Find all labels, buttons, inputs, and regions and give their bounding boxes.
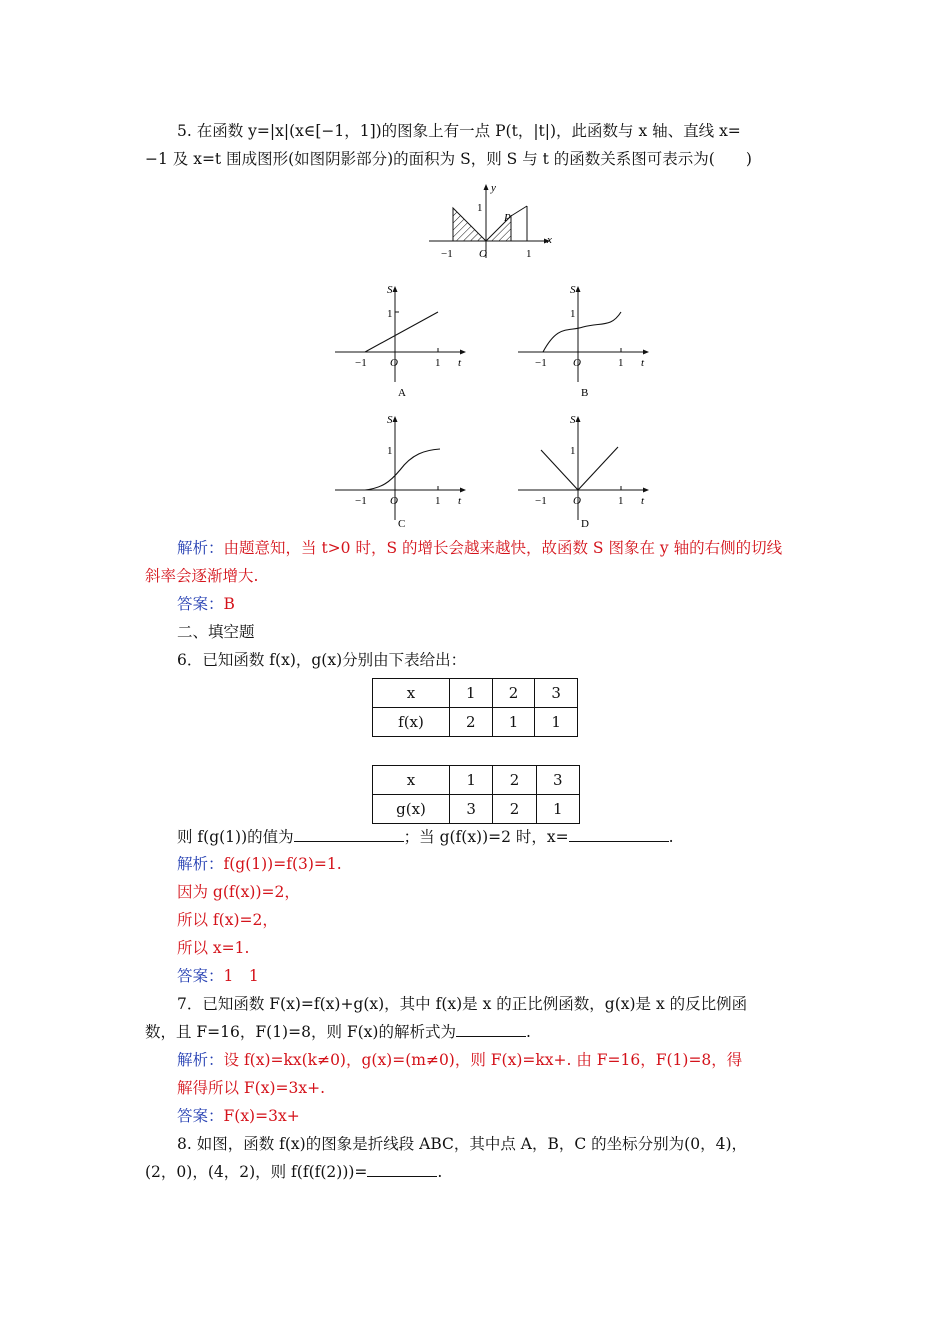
q5-analysis: 解析：由题意知，当 t>0 时，S 的增长会越来越快，故函数 S 图象在 y 轴的右侧的切线 xyxy=(177,539,783,557)
svg-text:−1: −1 xyxy=(535,495,547,507)
option-d-label: D xyxy=(581,518,589,530)
option-b-label: B xyxy=(581,387,589,399)
svg-text:O: O xyxy=(390,357,398,369)
svg-text:S: S xyxy=(570,284,576,296)
svg-text:S: S xyxy=(387,414,393,426)
svg-text:t: t xyxy=(641,495,645,507)
option-c-label: C xyxy=(398,518,406,530)
answer-blank[interactable] xyxy=(367,1162,437,1177)
svg-text:O: O xyxy=(573,357,581,369)
q5-analysis-cont: 斜率会逐渐增大. xyxy=(145,567,259,585)
svg-text:1: 1 xyxy=(435,357,441,369)
svg-text:1: 1 xyxy=(387,445,393,457)
q5-figure xyxy=(425,180,565,265)
svg-text:−1: −1 xyxy=(355,495,367,507)
answer-blank[interactable] xyxy=(294,827,404,842)
svg-text:1: 1 xyxy=(435,495,441,507)
svg-text:−1: −1 xyxy=(355,357,367,369)
svg-text:O: O xyxy=(390,495,398,507)
q6-ask: 则 f(g(1))的值为 ；当 g(f(x))=2 时，x= . xyxy=(177,828,674,846)
answer-blank[interactable] xyxy=(456,1022,526,1037)
svg-text:t: t xyxy=(458,357,462,369)
fig-one-y: 1 xyxy=(477,202,483,214)
fig-p-label: P xyxy=(504,212,511,224)
q5-answer: 答案：B xyxy=(177,595,235,613)
q5-option-graphs xyxy=(330,282,670,532)
graph-b xyxy=(518,284,649,399)
q6-answer: 答案：1 1 xyxy=(177,967,259,985)
table-f: x 1 2 3 f(x) 2 1 1 xyxy=(372,678,578,737)
svg-text:1: 1 xyxy=(387,308,393,320)
q7-answer: 答案：F(x)=3x+ xyxy=(177,1107,300,1125)
q6-stem: 6．已知函数 f(x)，g(x)分别由下表给出： xyxy=(177,651,467,669)
q8-line1: 8. 如图，函数 f(x)的图象是折线段 ABC，其中点 A，B，C 的坐标分别为(0，4)， xyxy=(177,1135,747,1153)
graph-c xyxy=(335,414,466,530)
q6-analysis-4: 所以 x=1. xyxy=(177,939,250,957)
q6-analysis-3: 所以 f(x)=2， xyxy=(177,911,278,929)
fig-origin: O xyxy=(479,248,487,260)
graph-a xyxy=(335,284,466,399)
svg-text:t: t xyxy=(641,357,645,369)
answer-blank[interactable] xyxy=(569,827,669,842)
q6-analysis-2: 因为 g(f(x))=2， xyxy=(177,883,300,901)
q5-line2: −1 及 x=t 围成图形(如图阴影部分)的面积为 S，则 S 与 t 的函数关系图可表示为( ) xyxy=(145,150,752,168)
q7-analysis-2: 解得所以 F(x)=3x+. xyxy=(177,1079,326,1097)
fig-y-label: y xyxy=(491,182,496,194)
q7-line2: 数，且 F=16，F(1)=8，则 F(x)的解析式为 . xyxy=(145,1023,531,1041)
q6-analysis: 解析：f(g(1))=f(3)=1. xyxy=(177,855,342,873)
svg-text:−1: −1 xyxy=(535,357,547,369)
table-g: x 1 2 3 g(x) 3 2 1 xyxy=(372,765,580,824)
section-title: 二、填空题 xyxy=(177,623,255,641)
q8-line2: (2，0)，(4，2)，则 f(f(f(2)))= . xyxy=(145,1163,443,1181)
fig-neg-one: −1 xyxy=(441,248,453,260)
svg-text:O: O xyxy=(573,495,581,507)
q7-line1: 7．已知函数 F(x)=f(x)+g(x)，其中 f(x)是 x 的正比例函数，g(x)是 x 的反比例函 xyxy=(177,995,748,1013)
svg-text:1: 1 xyxy=(618,495,624,507)
svg-text:1: 1 xyxy=(570,445,576,457)
fig-x-label: x xyxy=(547,234,552,246)
graph-d xyxy=(518,414,649,530)
q7-analysis: 解析：设 f(x)=kx(k≠0)，g(x)=(m≠0)，则 F(x)=kx+. 由 F=16，F(1)=8，得 xyxy=(177,1051,743,1069)
svg-text:t: t xyxy=(458,495,462,507)
svg-text:S: S xyxy=(570,414,576,426)
option-a-label: A xyxy=(398,387,406,399)
fig-one-x: 1 xyxy=(526,248,532,260)
q5-line1: 5. 在函数 y=|x|(x∈[−1，1])的图象上有一点 P(t，|t|)，此函数与 x 轴、直线 x= xyxy=(177,122,741,140)
svg-text:1: 1 xyxy=(618,357,624,369)
svg-text:S: S xyxy=(387,284,393,296)
svg-text:1: 1 xyxy=(570,308,576,320)
